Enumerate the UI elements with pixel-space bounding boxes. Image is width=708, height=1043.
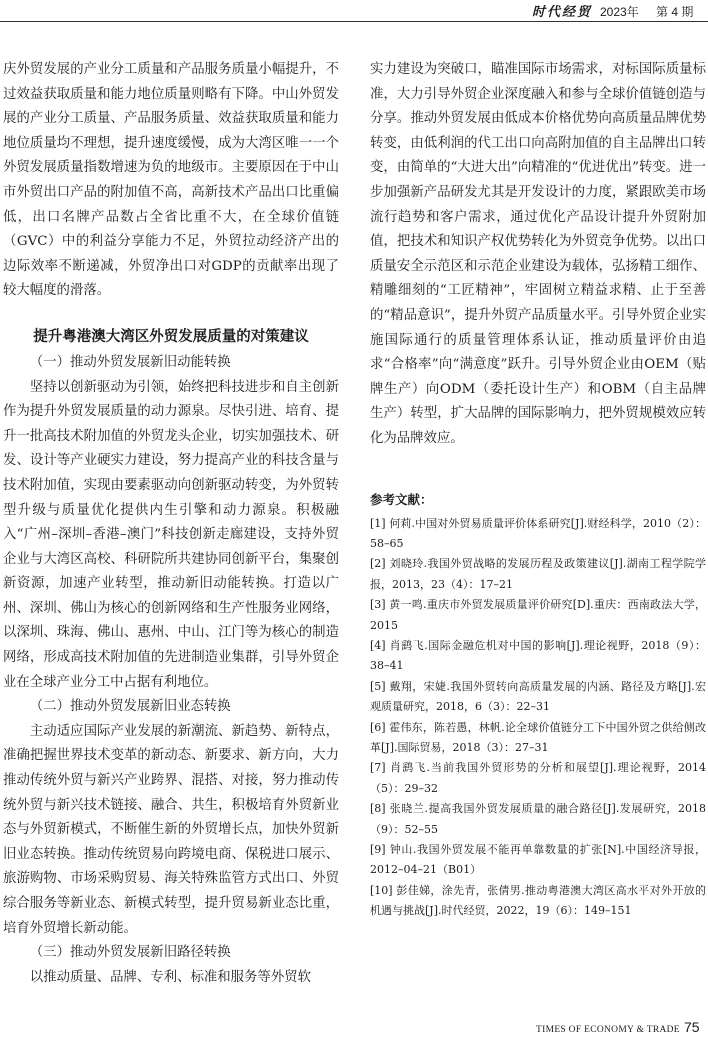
references <box>370 490 706 922</box>
subheading-3: （三）推动外贸发展新旧路径转换 <box>29 945 231 961</box>
footer-journal: TIMES OF ECONOMY & TRADE <box>536 1025 680 1035</box>
paragraph-3: 以推动质量、品牌、专利、标准和服务等外贸软 <box>29 969 311 985</box>
section-title: 提升粤港澳大湾区外贸发展质量的对策建议 <box>33 328 309 345</box>
reference-item: [8] 张晓兰.提高我国外贸发展质量的融合路径[J].发展研究，2018（9）：52–55 <box>370 802 706 836</box>
paragraph-2: 主动适应国际产业发展的新潮流、新趋势、新特点，准确把握世界技术变革的新动态、新要求、新方向，大力推动传统外贸与新兴产业跨界、混搭、对接，努力推动传统外贸与新兴技术链接、融合、共生，积极培育外贸新业态与外贸新模式，不断催生新的外贸增长点，加快外贸新旧业态转换。推动传统贸易向跨境电商、保税进口展示、旅游购物、市场采购贸易、海关特殊监管方式出口、外贸综合服务等新业态、新模式转型，提升贸易新业态比重，培育外贸增长新动能。 <box>3 723 339 936</box>
reference-item: [4] 肖鹞飞.国际金融危机对中国的影响[J].理论视野，2018（9）：38–41 <box>370 638 706 673</box>
issue-number: 第 4 期 <box>656 5 694 19</box>
reference-item: [3] 黄一鸣.重庆市外贸发展质量评价研究[D].重庆：西南政法大学，2015 <box>370 598 706 632</box>
subheading-1: （一）推动外贸发展新旧动能转换 <box>29 354 231 370</box>
reference-item: [10] 彭佳娣，涂先青，张倩男.推动粤港澳大湾区高水平对外开放的机遇与挑战[J].时代经贸，2022，19（6）：149–151 <box>370 883 706 918</box>
header-rule <box>0 21 708 22</box>
intro-paragraph: 庆外贸发展的产业分工质量和产品服务质量小幅提升，不过效益获取质量和能力地位质量则略有下降。中山外贸发展的产业分工质量、产品服务质量、效益获取质量和能力地位质量均不理想，提升速度缓慢，成为大湾区唯一一个外贸发展质量指数增速为负的地级市。主要原因在于中山市外贸出口产品的附加值不高，高新技术产品出口比重偏低，出口名牌产品数占全省比重不大，在全球价值链（GVC）中的利益分享能力不足，外贸拉动经济产出的边际效率不断递减，外贸净出口对GDP的贡献率出现了较大幅度的滑落。 <box>3 62 339 299</box>
subheading-2: （二）推动外贸发展新旧业态转换 <box>29 699 231 715</box>
reference-item: [2] 刘晓玲.我国外贸战略的发展历程及政策建议[J].湖南工程学院学报，2013，23（4）：17–21 <box>370 557 706 591</box>
reference-item: [6] 霍伟东，陈若愚，林帆.论全球价值链分工下中国外贸之供给侧改革[J].国际贸易，2018（3）：27–31 <box>370 720 706 754</box>
reference-item: [5] 戴翔，宋婕.我国外贸转向高质量发展的内涵、路径及方略[J].宏观质量研究，2018，6（3）：22–31 <box>370 679 706 714</box>
reference-item: [1] 何莉.中国对外贸易质量评价体系研究[J].财经科学，2010（2）：58–65 <box>370 516 706 550</box>
paragraph-1: 坚持以创新驱动为引领，始终把科技进步和自主创新作为提升外贸发展质量的动力源泉。尽快引进、培育、提升一批高技术附加值的外贸龙头企业，切实加强技术、研发、设计等产业硬实力建设，努力提高产业的科技含量与技术附加值，实现由要素驱动向创新驱动转变，为外贸转型升级与质量优化提供内生引擎和动力源泉。积极融入“广州–深圳–香港–澳门”科技创新走廊建设，支持外贸企业与大湾区高校、科研院所共建协同创新平台，集聚创新资源，加速产业转型，推动新旧动能转换。打造以广州、深圳、佛山为核心的创新网络和生产性服务业网络，以深圳、珠海、佛山、惠州、中山、江门等为核心的制造网络，形成高技术附加值的先进制造业集群，引导外贸企业在全球产业分工中占据有利地位。 <box>3 379 339 690</box>
issue-year: 2023年 <box>600 5 639 19</box>
page-number: 75 <box>684 1019 700 1035</box>
journal-name: 时代经贸 <box>532 5 593 20</box>
page-header <box>0 0 708 22</box>
left-column <box>3 58 339 990</box>
reference-item: [9] 钟山.我国外贸发展不能再单靠数量的扩张[N].中国经济导报，2012–04–21（B01） <box>370 843 706 877</box>
continued-paragraph: 实力建设为突破口，瞄准国际市场需求，对标国际质量标准，大力引导外贸企业深度融入和参与全球价值链创造与分享。推动外贸发展由低成本价格优势向高质量品牌优势转变，由低利润的代工出口向高附加值的自主品牌出口转变，由简单的“大进大出”向精准的“优进优出”转变。进一步加强新产品研发尤其是开发设计的力度，紧跟欧美市场流行趋势和客户需求，通过优化产品设计提升外贸附加值，把技术和知识产权优势转化为外贸竞争优势。以出口质量安全示范区和示范企业建设为载体，弘扬精工细作、精雕细刻的“工匠精神”，牢固树立精益求精、止于至善的“精品意识”，提升外贸产品质量水平。引导外贸企业实施国际通行的质量管理体系认证，推动质量评价由追求“合格率”向“满意度”跃升。引导外贸企业由OEM（贴牌生产）向ODM（委托设计生产）和OBM（自主品牌生产）转型，扩大品牌的国际影响力，把外贸规模效应转化为品牌效应。 <box>370 62 706 446</box>
reference-item: [7] 肖鹞飞.当前我国外贸形势的分析和展望[J].理论视野，2014（5）：29–32 <box>370 761 706 795</box>
right-column <box>370 58 706 922</box>
references-title: 参考文献： <box>370 491 433 507</box>
